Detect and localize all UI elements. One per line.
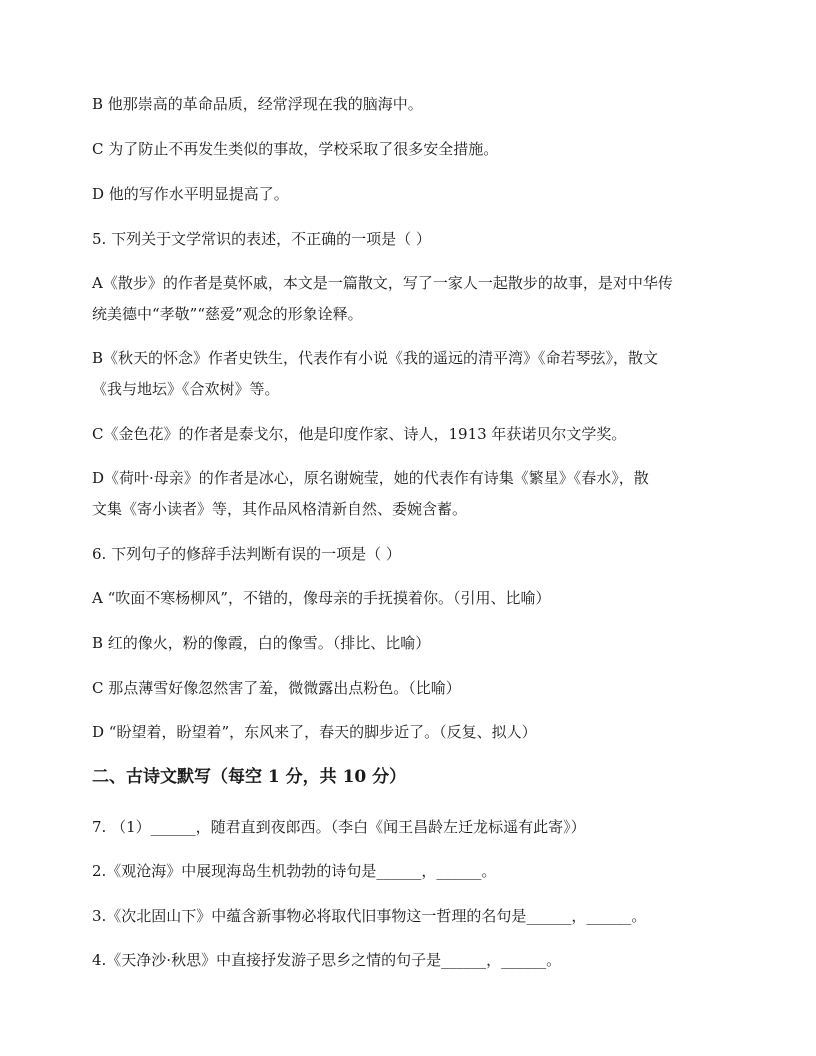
q4-option-c: C 为了防止不再发生类似的事故，学校采取了很多安全措施。 xyxy=(92,140,499,158)
q5-stem: 5. 下列关于文学常识的表述，不正确的一项是（ ） xyxy=(92,230,431,248)
q7-part3: 3.《次北固山下》中蕴含新事物必将取代旧事物这一哲理的名句是______，______。 xyxy=(92,907,647,925)
q5-option-d-line2: 文集《寄小读者》等，其作品风格清新自然、委婉含蓄。 xyxy=(92,500,468,518)
q6-option-c: C 那点薄雪好像忽然害了羞，微微露出点粉色。（比喻） xyxy=(92,679,461,697)
q5-option-d-line1: D《荷叶·母亲》的作者是冰心，原名谢婉莹，她的代表作有诗集《繁星》《春水》，散 xyxy=(92,469,649,487)
q4-option-d: D 他的写作水平明显提高了。 xyxy=(92,185,289,203)
q5-option-b-line2: 《我与地坛》《合欢树》等。 xyxy=(92,380,280,398)
q5-option-c: C《金色花》的作者是泰戈尔，他是印度作家、诗人，1913 年获诺贝尔文学奖。 xyxy=(92,425,627,443)
q7-part1: 7. （1）______，随君直到夜郎西。（李白《闻王昌龄左迁龙标遥有此寄》） xyxy=(92,818,586,836)
section-heading: 二、古诗文默写（每空 1 分，共 10 分） xyxy=(92,767,407,787)
q6-option-b: B 红的像火，粉的像霞，白的像雪。（排比、比喻） xyxy=(92,634,431,652)
q5-option-a-line1: A《散步》的作者是莫怀戚，本文是一篇散文，写了一家人一起散步的故事，是对中华传 xyxy=(92,274,673,292)
q6-option-d: D “盼望着，盼望着”，东风来了，春天的脚步近了。（反复、拟人） xyxy=(92,723,537,741)
q6-option-a: A “吹面不寒杨柳风”，不错的，像母亲的手抚摸着你。（引用、比喻） xyxy=(92,589,551,607)
q7-part4: 4.《天净沙·秋思》中直接抒发游子思乡之情的句子是______，______。 xyxy=(92,951,562,969)
q5-option-b-line1: B《秋天的怀念》作者史铁生，代表作有小说《我的遥远的清平湾》《命若琴弦》，散文 xyxy=(92,349,659,367)
q7-part2: 2.《观沧海》中展现海岛生机勃勃的诗句是______，______。 xyxy=(92,862,497,880)
q6-stem: 6. 下列句子的修辞手法判断有误的一项是（ ） xyxy=(92,545,401,563)
q4-option-b: B 他那崇高的革命品质，经常浮现在我的脑海中。 xyxy=(92,95,423,113)
q5-option-a-line2: 统美德中“孝敬”“慈爱”观念的形象诠释。 xyxy=(92,305,363,323)
